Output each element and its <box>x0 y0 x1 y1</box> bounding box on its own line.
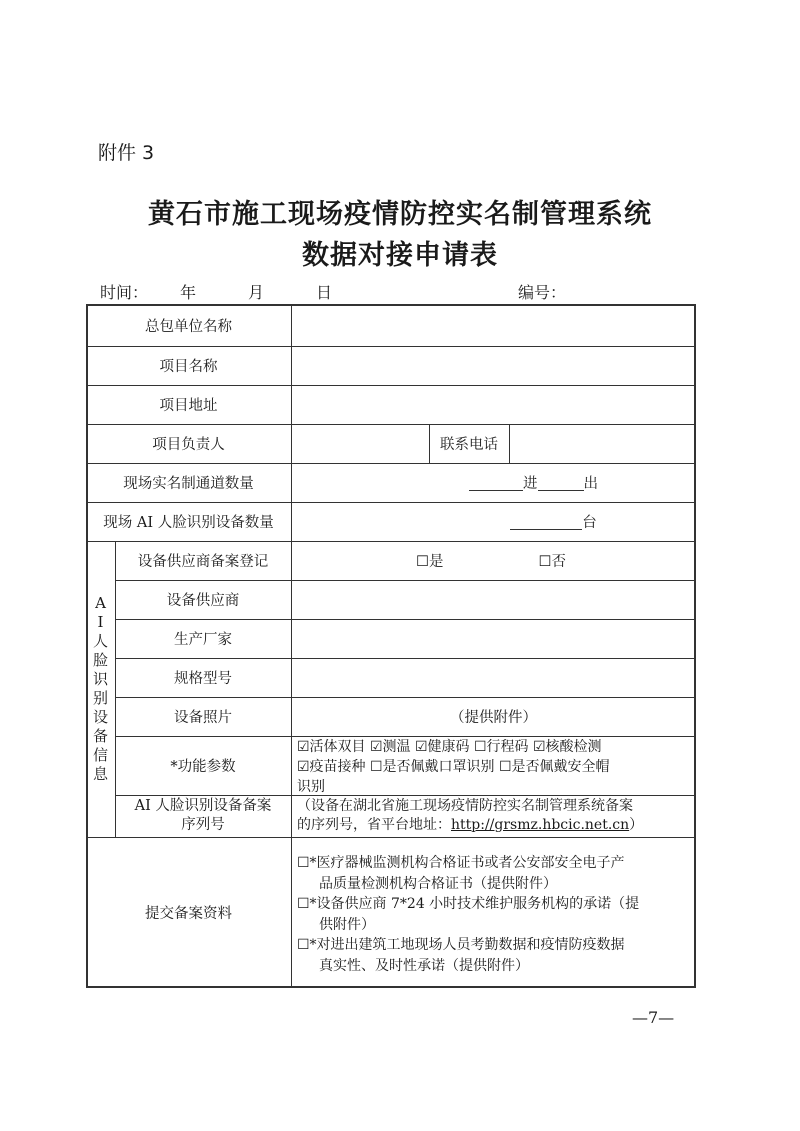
submission-item2-cont: 供附件） <box>319 916 375 933</box>
side-char: 信 <box>92 746 108 764</box>
serial-label-line2: 序列号 <box>181 817 225 833</box>
serial-note-line2: 的序列号，省平台地址： <box>297 817 451 833</box>
form-title-line1: 黄石市施工现场疫情防控实名制管理系统 <box>148 199 652 230</box>
function-params-label: *功能参数 <box>170 759 236 775</box>
project-manager-field[interactable] <box>291 424 429 463</box>
ai-device-count-blank[interactable] <box>510 513 582 530</box>
function-options-line: ☑疫苗接种 ☐是否佩戴口罩识别 ☐是否佩戴安全帽 <box>297 759 610 775</box>
serial-label-line1: AI 人脸识别设备备案 <box>134 798 272 814</box>
ai-device-count-unit: 台 <box>582 515 597 531</box>
registration-yes-checkbox[interactable]: ☐是 <box>416 554 444 570</box>
channel-count-label: 现场实名制通道数量 <box>123 476 254 492</box>
supplier-registration-label: 设备供应商备案登记 <box>137 554 269 570</box>
channel-count-field[interactable] <box>291 463 696 502</box>
supplier-registration-options <box>291 541 696 580</box>
side-char: 息 <box>92 765 108 783</box>
time-field <box>100 280 358 303</box>
function-options-line: ☑活体双目 ☑测温 ☑健康码 ☐行程码 ☑核酸检测 <box>297 739 602 755</box>
channel-in-blank[interactable] <box>469 474 523 491</box>
ai-device-info-side-label <box>86 541 115 837</box>
submission-item3-cont: 真实性、及时性承诺（提供附件） <box>319 957 529 974</box>
manufacturer-field[interactable] <box>291 619 696 658</box>
platform-url-link[interactable]: http://grsmz.hbcic.net.cn <box>451 817 630 833</box>
submission-materials-label: 提交备案资料 <box>145 906 232 922</box>
manufacturer-label: 生产厂家 <box>174 632 232 648</box>
function-params-options[interactable] <box>297 737 693 797</box>
supplier-label: 设备供应商 <box>166 593 240 609</box>
month-label: 月 <box>248 283 265 302</box>
serial-number-note <box>297 797 693 835</box>
side-char: 备 <box>92 727 108 745</box>
channel-in-label: 进 <box>523 476 538 492</box>
model-field[interactable] <box>291 658 696 697</box>
submission-item3-checkbox[interactable]: ☐*对进出建筑工地现场人员考勤数据和疫情防疫数据 <box>297 937 625 953</box>
general-contractor-label: 总包单位名称 <box>145 318 232 335</box>
side-char: A <box>95 594 106 612</box>
submission-item1-cont: 品质量检测机构合格证书（提供附件） <box>319 875 557 892</box>
device-photo-label: 设备照片 <box>174 710 232 726</box>
side-char: 设 <box>92 708 108 726</box>
side-char: 识 <box>92 670 108 688</box>
day-label: 日 <box>316 283 333 302</box>
side-char: 人 <box>92 632 108 650</box>
serial-note-end: ） <box>629 817 644 833</box>
function-options-line: 识别 <box>297 779 325 795</box>
attachment-label: 附件 3 <box>98 142 155 164</box>
side-char: 别 <box>92 689 108 707</box>
model-label: 规格型号 <box>174 671 232 687</box>
page-number: —7— <box>632 1008 675 1027</box>
year-label: 年 <box>180 283 197 302</box>
side-char: 脸 <box>92 651 108 669</box>
project-manager-label: 项目负责人 <box>152 437 225 453</box>
phone-field[interactable] <box>509 424 696 463</box>
submission-materials-list <box>297 853 693 976</box>
ai-device-count-label: 现场 AI 人脸识别设备数量 <box>103 515 274 531</box>
number-label: 编号： <box>518 283 567 302</box>
project-address-field[interactable] <box>291 385 696 424</box>
submission-item2-checkbox[interactable]: ☐*设备供应商 7*24 小时技术维护服务机构的承诺（提 <box>297 896 640 912</box>
general-contractor-field[interactable] <box>291 304 696 346</box>
serial-number-label <box>115 795 291 837</box>
registration-no-checkbox[interactable]: ☐否 <box>538 554 566 570</box>
time-label: 时间： <box>100 283 149 302</box>
device-photo-note: （提供附件） <box>450 710 537 726</box>
application-form-table <box>86 304 696 988</box>
ai-device-count-field[interactable] <box>291 502 696 541</box>
project-address-label: 项目地址 <box>159 398 218 414</box>
serial-note-line1: （设备在湖北省施工现场疫情防控实名制管理系统备案 <box>297 798 633 814</box>
project-name-label: 项目名称 <box>159 359 218 375</box>
side-char: I <box>97 613 104 631</box>
channel-out-blank[interactable] <box>538 474 584 491</box>
submission-item1-checkbox[interactable]: ☐*医疗器械监测机构合格证书或者公安部安全电子产 <box>297 855 625 871</box>
form-title-line2: 数据对接申请表 <box>302 240 498 271</box>
supplier-field[interactable] <box>291 580 696 619</box>
channel-out-label: 出 <box>583 476 598 492</box>
project-name-field[interactable] <box>291 346 696 385</box>
phone-label: 联系电话 <box>440 437 498 453</box>
